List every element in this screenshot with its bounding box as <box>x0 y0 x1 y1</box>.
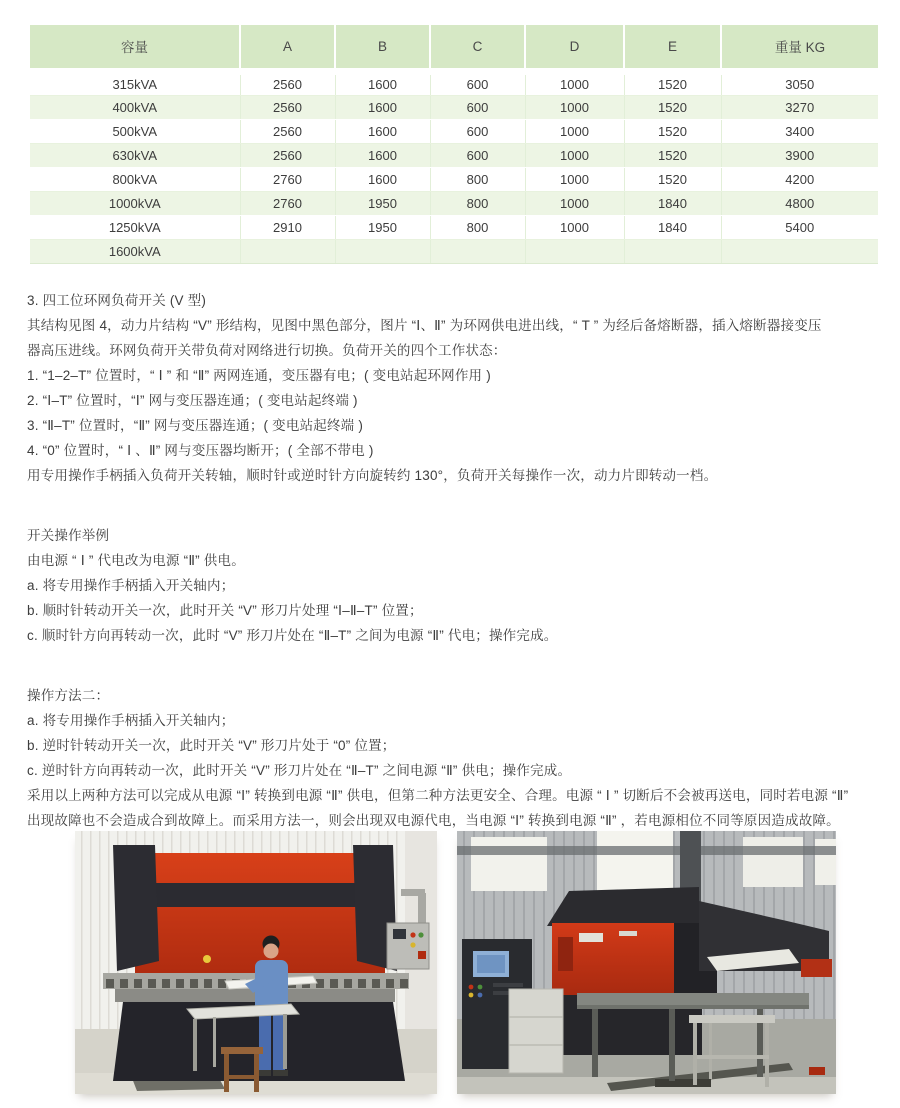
capacity-cell: 1600kVA <box>30 239 240 263</box>
value-cell: 1600 <box>335 119 430 143</box>
table-row <box>30 119 878 143</box>
capacity-cell: 630kVA <box>30 143 240 167</box>
table-row <box>30 71 878 95</box>
text-line: a. 将专用操作手柄插入开关轴内； <box>27 713 235 728</box>
table-row <box>30 143 878 167</box>
text-line: 开关操作举例 <box>27 528 110 543</box>
text-line: c. 逆时针方向再转动一次，此时开关 “V” 形刀片处在 “Ⅱ–T” 之间电源 “Ⅱ” 供电；操作完成。 <box>27 763 572 778</box>
value-cell: 600 <box>430 71 525 95</box>
value-cell: 600 <box>430 95 525 119</box>
col-header-c: C <box>430 25 525 71</box>
value-cell: 3050 <box>721 71 878 95</box>
value-cell: 600 <box>430 143 525 167</box>
table-leg-1 <box>193 1019 197 1071</box>
text-line: 3. 四工位环网负荷开关 (V 型) <box>27 293 207 308</box>
text-line: 器高压进线。环网负荷开关带负荷对网络进行切换。负荷开关的四个工作状态： <box>27 343 507 358</box>
value-cell: 800 <box>430 215 525 239</box>
spec-table <box>30 25 878 264</box>
press-brake-illustration <box>75 831 437 1094</box>
value-cell <box>335 239 430 263</box>
value-cell: 800 <box>430 167 525 191</box>
value-cell: 1520 <box>624 71 721 95</box>
punch-table-leg-2 <box>669 1009 675 1081</box>
worker-shoe-right <box>273 1070 288 1076</box>
value-cell: 600 <box>430 119 525 143</box>
window-2 <box>597 831 673 891</box>
col-header-weight: 重量 KG <box>721 25 878 71</box>
machine-red-body <box>135 853 385 973</box>
worker-leg-left <box>259 1014 271 1071</box>
window-4 <box>815 839 836 885</box>
turret-punch-illustration <box>457 831 836 1094</box>
col-header-capacity: 容量 <box>30 25 240 71</box>
text-line: 用专用操作手柄插入负荷开关转轴，顺时针或逆时针方向旋转约 130°，负荷开关每操作一次，动力片即转动一档。 <box>27 468 718 483</box>
text-line: b. 顺时针转动开关一次，此时开关 “V” 形刀片处理 “Ⅰ–Ⅱ–T” 位置； <box>27 603 423 618</box>
press-brake-photo <box>75 831 437 1094</box>
table-row <box>30 95 878 119</box>
value-cell: 1600 <box>335 167 430 191</box>
table-leg-2 <box>283 1014 287 1069</box>
worker-face <box>264 944 279 959</box>
text-line: 3. “Ⅱ–T” 位置时，“Ⅱ” 网与变压器连通；( 变电站起终端 ) <box>27 418 364 433</box>
section-operation-method-2 <box>27 683 883 833</box>
value-cell: 4200 <box>721 167 878 191</box>
value-cell: 1000 <box>525 191 624 215</box>
punch-table-edge <box>577 1005 809 1009</box>
text-line: c. 顺时针方向再转动一次，此时 “V” 形刀片处在 “Ⅱ–T” 之间为电源 “Ⅱ” 代电；操作完成。 <box>27 628 558 643</box>
col-header-d: D <box>525 25 624 71</box>
red-bit <box>809 1067 825 1075</box>
panel-screen <box>393 929 406 939</box>
white-cabinet <box>509 989 563 1073</box>
value-cell: 3400 <box>721 119 878 143</box>
value-cell: 1000 <box>525 71 624 95</box>
col-header-e: E <box>624 25 721 71</box>
window-3 <box>743 837 803 887</box>
value-cell: 2560 <box>240 71 335 95</box>
roof-beam <box>457 846 836 855</box>
text-sections <box>27 288 883 868</box>
punch-table-leg-1 <box>592 1009 598 1077</box>
value-cell: 1600 <box>335 143 430 167</box>
text-line: 其结构见图 4，动力片结构 “V” 形结构，见图中黑色部分，图片 “Ⅰ、Ⅱ” 为环网供电进出线，“ T ” 为经后备熔断器，插入熔断器接变压 <box>27 318 822 333</box>
value-cell: 1520 <box>624 95 721 119</box>
value-cell <box>430 239 525 263</box>
section-operation-example <box>27 523 883 648</box>
red-panel-vent <box>558 937 573 971</box>
table-row <box>30 239 878 263</box>
value-cell: 5400 <box>721 215 878 239</box>
text-line: 4. “0” 位置时，“ Ⅰ 、Ⅱ” 网与变压器均断开；( 全部不带电 ) <box>27 443 374 458</box>
left-column <box>113 845 159 971</box>
text-line: b. 逆时针转动开关一次，此时开关 “V” 形刀片处于 “0” 位置； <box>27 738 396 753</box>
window-1 <box>471 837 547 891</box>
value-cell: 1520 <box>624 119 721 143</box>
value-cell <box>624 239 721 263</box>
punch-table-top <box>577 993 809 1007</box>
value-cell: 3270 <box>721 95 878 119</box>
col-header-b: B <box>335 25 430 71</box>
table-row <box>30 215 878 239</box>
value-cell: 4800 <box>721 191 878 215</box>
text-line: 操作方法二： <box>27 688 110 703</box>
capacity-cell: 1000kVA <box>30 191 240 215</box>
arm-red-end <box>801 959 832 977</box>
value-cell: 2560 <box>240 119 335 143</box>
panel-estop <box>418 951 426 959</box>
capacity-cell: 400kVA <box>30 95 240 119</box>
machine-black-band <box>147 883 373 907</box>
text-line: 由电源 “ Ⅰ ” 代电改为电源 “Ⅱ” 供电。 <box>27 553 245 568</box>
value-cell: 2760 <box>240 167 335 191</box>
capacity-cell: 315kVA <box>30 71 240 95</box>
value-cell: 1600 <box>335 71 430 95</box>
capacity-cell: 500kVA <box>30 119 240 143</box>
floor-block <box>655 1079 711 1087</box>
value-cell <box>525 239 624 263</box>
panel-button-yellow <box>410 942 415 947</box>
value-cell: 2560 <box>240 95 335 119</box>
value-cell: 1840 <box>624 215 721 239</box>
model-label <box>619 931 637 936</box>
warning-label <box>203 955 211 963</box>
brand-label <box>579 933 603 942</box>
value-cell: 3900 <box>721 143 878 167</box>
value-cell: 1000 <box>525 95 624 119</box>
value-cell <box>240 239 335 263</box>
photo-row <box>75 831 836 1094</box>
table-row <box>30 167 878 191</box>
value-cell: 1840 <box>624 191 721 215</box>
panel-button-red <box>410 932 415 937</box>
value-cell: 1000 <box>525 215 624 239</box>
text-line: 2. “Ⅰ–T” 位置时，“Ⅰ” 网与变压器连通；( 变电站起终端 ) <box>27 393 358 408</box>
value-cell: 1520 <box>624 167 721 191</box>
value-cell: 1520 <box>624 143 721 167</box>
value-cell <box>721 239 878 263</box>
value-cell: 1000 <box>525 143 624 167</box>
pendant-arm-2 <box>418 893 426 925</box>
text-line: 采用以上两种方法可以完成从电源 “Ⅰ” 转换到电源 “Ⅱ” 供电，但第二种方法更安全、合理。电源 “ Ⅰ ” 切断后不会被再送电，同时若电源 “Ⅱ” <box>27 788 849 803</box>
col-header-a: A <box>240 25 335 71</box>
turret-punch-photo <box>457 831 836 1094</box>
table-row <box>30 191 878 215</box>
value-cell: 2760 <box>240 191 335 215</box>
table-header-row <box>30 25 878 71</box>
section-ring-main-switch <box>27 288 883 488</box>
value-cell: 1000 <box>525 167 624 191</box>
capacity-cell: 1250kVA <box>30 215 240 239</box>
machine-hood <box>547 887 699 926</box>
value-cell: 2910 <box>240 215 335 239</box>
text-line: 1. “1–2–T” 位置时，“ Ⅰ ” 和 “Ⅱ” 两网连通，变压器有电；( 变电站起环网作用 ) <box>27 368 491 383</box>
text-line: 出现故障也不会造成合到故障上。而采用方法一，则会出现双电源代电，当电源 “Ⅰ” 转换到电源 “Ⅱ” ，若电源相位不同等原因造成故障。 <box>27 813 840 828</box>
value-cell: 2560 <box>240 143 335 167</box>
spec-table-body <box>30 71 878 263</box>
value-cell: 1600 <box>335 95 430 119</box>
panel-button-green <box>418 932 423 937</box>
text-line: a. 将专用操作手柄插入开关轴内； <box>27 578 235 593</box>
value-cell: 1000 <box>525 119 624 143</box>
value-cell: 1950 <box>335 191 430 215</box>
table-leg-3 <box>213 1017 216 1067</box>
capacity-cell: 800kVA <box>30 167 240 191</box>
value-cell: 800 <box>430 191 525 215</box>
value-cell: 1950 <box>335 215 430 239</box>
